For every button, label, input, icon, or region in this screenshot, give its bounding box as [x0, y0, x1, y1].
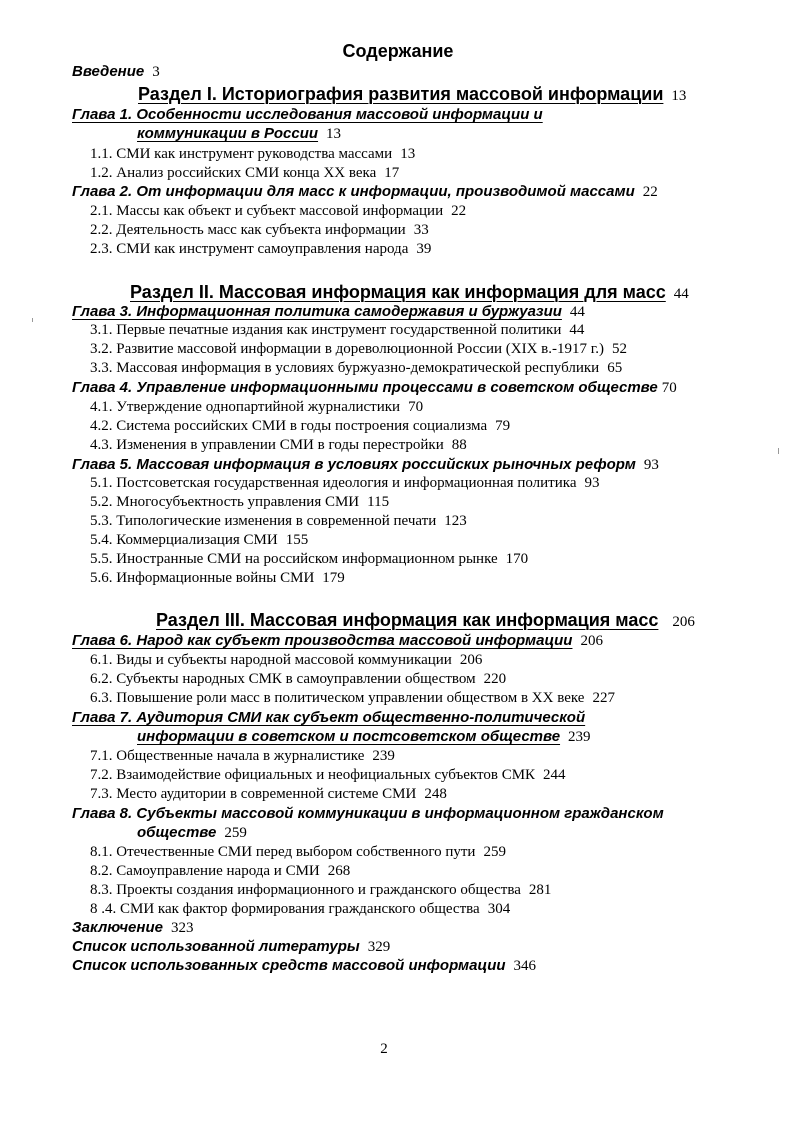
toc-section-4-3: 4.3. Изменения в управлении СМИ в годы перестройки 88: [90, 437, 467, 453]
toc-section-5-3: 5.3. Типологические изменения в современной печати 123: [90, 513, 467, 529]
toc-part-3: Раздел III. Массовая информация как информация масс 206: [156, 610, 695, 630]
toc-entry-conclusion: Заключение 323: [72, 919, 194, 936]
toc-section-2-3: 2.3. СМИ как инструмент самоуправления народа 39: [90, 241, 432, 257]
toc-section-6-2: 6.2. Субъекты народных СМК в самоуправлении обществом 220: [90, 671, 507, 687]
toc-section-6-1: 6.1. Виды и субъекты народной массовой коммуникации 206: [90, 652, 483, 668]
toc-part-2: Раздел II. Массовая информация как информация для масс 44: [130, 282, 689, 302]
toc-part-1: Раздел I. Историография развития массовой информации 13: [138, 84, 687, 104]
toc-chapter-5: Глава 5. Массовая информация в условиях российских рыночных реформ 93: [72, 456, 659, 473]
toc-section-7-3: 7.3. Место аудитории в современной системе СМИ 248: [90, 786, 447, 802]
toc-section-5-5: 5.5. Иностранные СМИ на российском информационном рынке 170: [90, 551, 529, 567]
toc-section-4-2: 4.2. Система российских СМИ в годы построения социализма 79: [90, 418, 511, 434]
toc-section-2-2: 2.2. Деятельность масс как субъекта информации 33: [90, 222, 429, 238]
toc-chapter-1-line2: коммуникации в России 13: [137, 125, 342, 142]
scan-speck: [778, 448, 779, 454]
toc-section-5-2: 5.2. Многосубъектность управления СМИ 115: [90, 494, 390, 510]
toc-section-1-1: 1.1. СМИ как инструмент руководства массами 13: [90, 146, 416, 162]
toc-chapter-8-line1: Глава 8. Субъекты массовой коммуникации в информационном гражданском: [72, 805, 664, 822]
toc-chapter-3: Глава 3. Информационная политика самодержавия и буржуазии 44: [72, 303, 585, 320]
toc-section-7-1: 7.1. Общественные начала в журналистике 239: [90, 748, 395, 764]
toc-chapter-1-line1: Глава 1. Особенности исследования массовой информации и: [72, 106, 543, 123]
toc-chapter-7-line1: Глава 7. Аудитория СМИ как субъект общественно-политической: [72, 709, 586, 726]
toc-entry-literature: Список использованной литературы 329: [72, 938, 391, 955]
toc-section-8-1: 8.1. Отечественные СМИ перед выбором собственного пути 259: [90, 844, 506, 860]
toc-section-8-3: 8.3. Проекты создания информационного и гражданского общества 281: [90, 882, 552, 898]
toc-section-8-2: 8.2. Самоуправление народа и СМИ 268: [90, 863, 351, 879]
toc-section-2-1: 2.1. Массы как объект и субъект массовой информации 22: [90, 203, 467, 219]
scan-speck: [32, 318, 33, 322]
toc-section-1-2: 1.2. Анализ российских СМИ конца XX века 17: [90, 165, 400, 181]
toc-chapter-6: Глава 6. Народ как субъект производства массовой информации 206: [72, 632, 603, 649]
toc-chapter-7-line2: информации в советском и постсоветском обществе 239: [137, 728, 591, 745]
toc-chapter-2: Глава 2. От информации для масс к информации, производимой массами 22: [72, 183, 658, 200]
toc-section-4-1: 4.1. Утверждение однопартийной журналистики 70: [90, 399, 424, 415]
toc-section-8-4: 8 .4. СМИ как фактор формирования гражданского общества 304: [90, 901, 511, 917]
toc-chapter-4: Глава 4. Управление информационными процессами в советском обществе 70: [72, 379, 677, 396]
toc-section-6-3: 6.3. Повышение роли масс в политическом управлении обществом в XX веке 227: [90, 690, 615, 706]
toc-section-3-2: 3.2. Развитие массовой информации в дореволюционной России (XIX в.-1917 г.) 52: [90, 341, 627, 357]
page-title: Содержание: [342, 41, 454, 61]
toc-section-5-1: 5.1. Постсоветская государственная идеология и информационная политика 93: [90, 475, 600, 491]
toc-section-5-6: 5.6. Информационные войны СМИ 179: [90, 570, 345, 586]
toc-entry-introduction: Введение 3: [72, 63, 160, 80]
toc-section-7-2: 7.2. Взаимодействие официальных и неофициальных субъектов СМК 244: [90, 767, 566, 783]
toc-entry-media-list: Список использованных средств массовой информации 346: [72, 957, 537, 974]
toc-section-3-3: 3.3. Массовая информация в условиях буржуазно-демократической республики 65: [90, 360, 623, 376]
toc-section-3-1: 3.1. Первые печатные издания как инструмент государственной политики 44: [90, 322, 585, 338]
toc-chapter-8-line2: обществе 259: [137, 824, 247, 841]
toc-section-5-4: 5.4. Коммерциализация СМИ 155: [90, 532, 309, 548]
page-number: 2: [380, 1041, 388, 1057]
